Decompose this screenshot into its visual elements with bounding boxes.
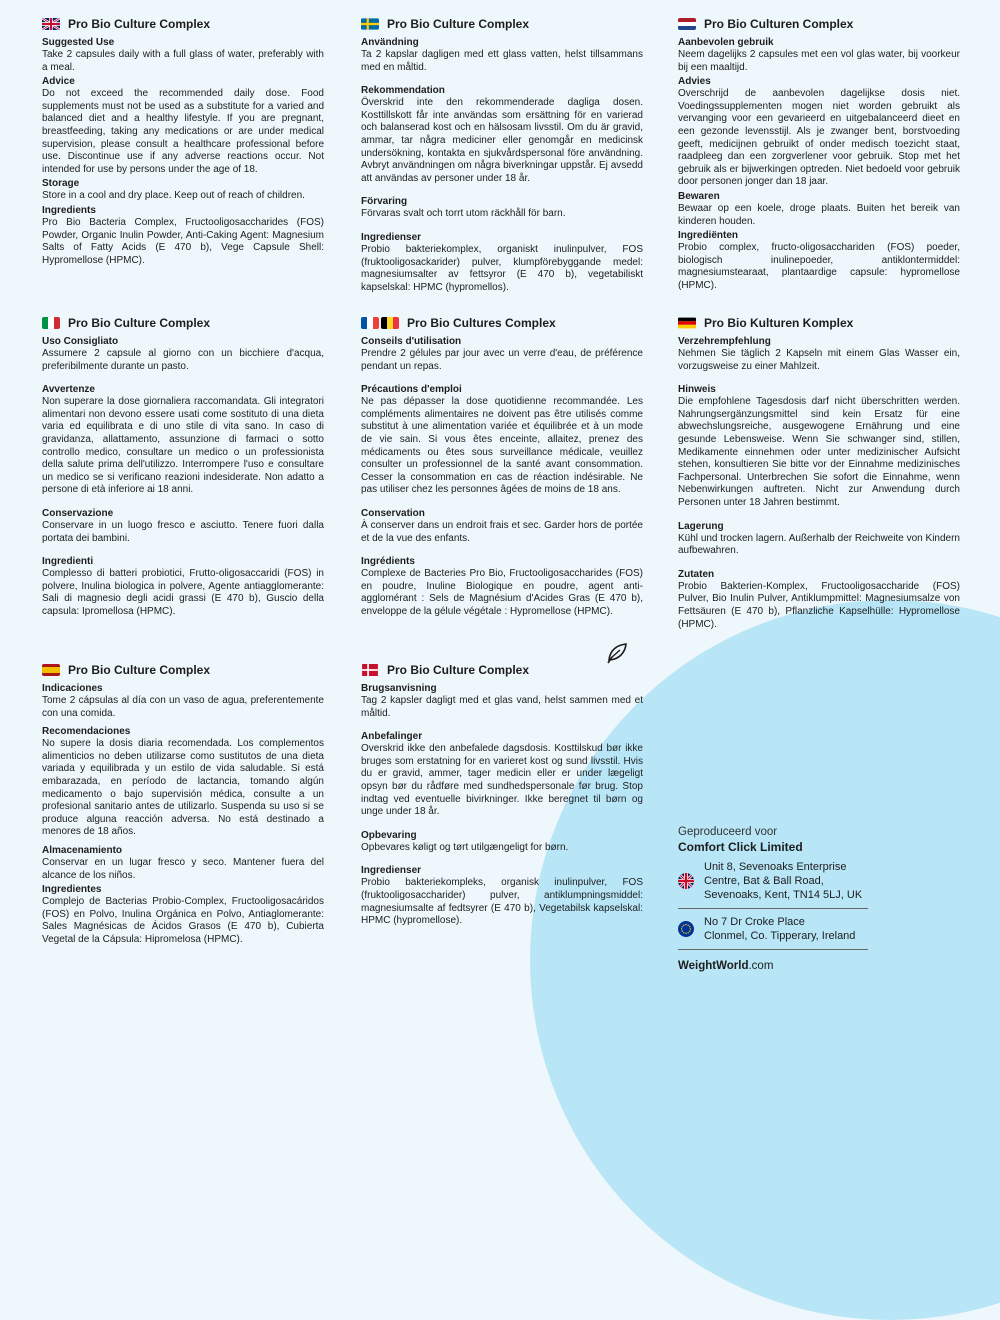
text-storage: Bewaar op een koele, droge plaats. Buiten het bereik van kinderen houden. (678, 202, 960, 227)
netherlands-flag-icon (678, 18, 696, 30)
ie-address-line: No 7 Dr Croke Place (704, 916, 805, 928)
brand-website[interactable] (678, 960, 918, 972)
ie-address-line: Clonmel, Co. Tipperary, Ireland (704, 930, 856, 942)
section-title: Pro Bio Culturen Complex (704, 17, 854, 31)
label-storage: Storage (42, 178, 80, 190)
vegan-leaf-icon (604, 640, 630, 666)
section-es (42, 663, 324, 949)
label-ingredients: Zutaten (678, 568, 715, 580)
text-storage: Förvaras svalt och torrt utom räckhåll för barn. (361, 208, 566, 220)
uk-address (704, 860, 862, 902)
text-storage: Kühl und trocken lagern. Außerhalb der Reichweite von Kindern aufbewahren. (678, 532, 960, 557)
text-precautions: Ne pas dépasser la dose quotidienne recommandée. Les compléments alimentaires ne doivent pas être utilisés comme substitut à une alimentation variée et équilibrée et à un mode de vie sain. Si vous êtes enceinte, allaitez, prenez des médicaments ou êtes sous surveillance médicale, veuillez consulter un professionnel de la santé avant consommation. Cesser la consommation en cas de réaction indésirable. Ne pas utiliser chez les personnes âgées de moins de 18 ans. (361, 396, 643, 496)
label-storage: Förvaring (361, 196, 408, 208)
label-advice: Rekommendation (361, 85, 445, 97)
uk-flag-icon (42, 18, 60, 30)
text-usage: Assumere 2 capsule al giorno con un bicchiere d'acqua, preferibilmente durante un pasto. (42, 348, 324, 372)
uk-address-line: Centre, Bat & Ball Road, (704, 875, 824, 887)
label-recommendations: Anbefalinger (361, 731, 423, 743)
manufacturer-info (678, 826, 918, 972)
text-suggested-use: Take 2 capsules daily with a full glass of water, preferably with a meal. (42, 49, 324, 73)
uk-address-line: Unit 8, Sevenoaks Enterprise (704, 861, 847, 873)
label-precautions: Précautions d'emploi (361, 384, 462, 396)
france-flag-icon (361, 317, 379, 329)
text-ingredients: Complexe de Bacteries Pro Bio, Fructooligosaccharides (FOS) en poudre, Inuline Biologique en poudre, agent anti-agglomérant : Sels de Magnésium d'Acides Gras (E 470 b), enveloppe de la gélule végétale : Hypromellose (HPMC). (361, 568, 643, 617)
label-usage: Indicaciones (42, 683, 103, 694)
label-advice: Hinweis (678, 384, 716, 396)
text-storage: À conserver dans un endroit frais et sec. Garder hors de portée et de la vue des enfants. (361, 519, 643, 544)
label-storage: Lagerung (678, 520, 724, 532)
text-storage: Conservar en un lugar fresco y seco. Mantener fuera del alcance de los niños. (42, 856, 324, 881)
section-title: Pro Bio Culture Complex (387, 17, 530, 31)
text-ingredients: Complejo de Bacterias Probio-Complex, Fructooligosacáridos (FOS) en Polvo, Inulina Orgánica en Polvo, Antiaglomerante: Sales Magnésicas de Ácidos Grasos (E 470 b), Cubierta Vegetal de la Cápsula: Hipromelosa (HPMC). (42, 896, 324, 945)
text-warnings: Non superare la dose giornaliera raccomandata. Gli integratori alimentari non devono essere usati come sostituto di una dieta varia ed equilibrata e di uno stile di vita sano. In caso di gravidanza, allattamento, assunzione di farmaci o sotto controllo medico, consultare un medico o un professionista della salute prima dell'utilizzo. Interrompere l'uso e consultare un medico se si verificano reazioni indesiderate. Non adatto a persone di età inferiore ai 18 anni. (42, 396, 324, 496)
section-sv (361, 17, 643, 296)
label-usage: Conseils d'utilisation (361, 336, 462, 347)
germany-flag-icon (678, 317, 696, 329)
uk-flag-icon (678, 873, 694, 889)
label-recommendations: Recomendaciones (42, 726, 131, 738)
label-storage: Almacenamiento (42, 844, 123, 856)
section-de (678, 316, 960, 633)
section-en (42, 17, 324, 269)
text-recommended-use: Neem dagelijks 2 capsules met een vol glas water, bij voorkeur bij een maaltijd. (678, 49, 960, 73)
spain-flag-icon (42, 664, 60, 676)
divider (678, 908, 868, 909)
belgium-flag-icon (381, 317, 399, 329)
text-advice: Överskrid inte den rekommenderade dagliga dosen. Kosttillskott får inte användas som ersättning för en varierad och balanserad kost och en hälsosam livsstil. Om du är gravid, ammar, tar några mediciner eller genomgår en medicinsk undersökning, kontakta en sjukvårdspersonal före användning. Avbryt användningen om några biverkningar uppstår. Ej avsedd att användas av personer under 18 år. (361, 97, 643, 184)
section-nl (678, 17, 960, 295)
sweden-flag-icon (361, 18, 379, 30)
label-ingredients: Ingrediënten (678, 230, 739, 242)
label-recommended-use: Aanbevolen gebruik (678, 37, 774, 48)
label-ingredients: Ingredienser (361, 865, 422, 877)
label-storage: Conservation (361, 507, 425, 519)
label-usage: Brugsanvisning (361, 683, 437, 694)
text-ingredients: Probio complex, fructo-oligosacchariden (FOS) poeder, biologisch inulinepoeder, antiklontermiddel: magnesiumstearaat, plantaardige capsule: hypromellose (HPMC). (678, 242, 960, 291)
text-usage: Nehmen Sie täglich 2 Kapseln mit einem Glas Wasser ein, vorzugsweise zu einer Mahlzeit. (678, 348, 960, 372)
section-title: Pro Bio Cultures Complex (407, 316, 556, 330)
text-ingredients: Complesso di batteri probiotici, Frutto-oligosaccaridi (FOS) in polvere, Inulina biologica in polvere, Agente antiagglomerante: Sali di magnesio degli acidi grassi (E 470 b), Guscio della capsula: Ipromellosa (HPMC). (42, 568, 324, 617)
label-suggested-use: Suggested Use (42, 37, 115, 48)
text-storage: Store in a cool and dry place. Keep out of reach of children. (42, 190, 305, 202)
text-usage: Prendre 2 gélules par jour avec un verre d'eau, de préférence pendant un repas. (361, 348, 643, 372)
section-title: Pro Bio Culture Complex (68, 17, 211, 31)
section-title: Pro Bio Kulturen Komplex (704, 316, 854, 330)
label-storage: Conservazione (42, 507, 114, 519)
denmark-flag-icon (361, 664, 379, 676)
brand-name: WeightWorld (678, 960, 749, 972)
uk-address-line: Sevenoaks, Kent, TN14 5LJ, UK (704, 889, 863, 901)
text-ingredients: Probio bakteriekomplex, organiskt inulinpulver, FOS (fruktooligosackarider) pulver, klumpförebyggande medel: magnesiumsalter av fettsyror (E 470 b), vegetabiliskt kapselskal: HPMC (hypromellos). (361, 243, 643, 293)
section-title: Pro Bio Culture Complex (68, 316, 211, 330)
label-ingredients: Ingredients (42, 204, 96, 216)
brand-domain: .com (748, 960, 774, 972)
section-fr (361, 316, 643, 621)
text-ingredients: Probio Bakterien-Komplex, Fructooligosaccharide (FOS) Pulver, Bio Inulin Pulver, Antiklumpmittel: Magnesiumsalze von Fettsäuren (E 470 b), Pflanzliche Kapselhülle: Hypromellose (HPMC). (678, 580, 960, 630)
divider (678, 949, 868, 950)
produced-for-label: Geproduceerd voor (678, 826, 778, 838)
text-ingredients: Probio bakteriekompleks, organisk inulinpulver, FOS (fruktooligosaccharider) pulver, antiklumpningsmiddel: magnesiumsalte af fedtsyrer (E 470 b), Vegetabilsk kapselskal: HPMC (hypromellose). (361, 877, 643, 927)
section-it (42, 316, 324, 621)
label-ingredients: Ingredientes (42, 884, 102, 896)
section-title: Pro Bio Culture Complex (387, 663, 530, 677)
text-advice: Die empfohlene Tagesdosis darf nicht überschritten werden. Nahrungsergänzungsmittel sind kein Ersatz für eine abwechslungsreiche, ausgewogene Ernährung und eine gesunde Lebensweise. Wenn Sie schwanger sind, stillen, Medikamente einnehmen oder unter medizinischer Aufsicht stehen, konsultieren Sie bitte vor der Einnahme medizinisches Fachpersonal. Unterbrechen Sie sofort die Einnahme, wenn Nebenwirkungen auftreten. Nicht zur Anwendung durch Personen unter 18 Jahren bestimmt. (678, 396, 960, 508)
text-usage: Tome 2 cápsulas al día con un vaso de agua, preferentemente con una comida. (42, 695, 324, 719)
italy-flag-icon (42, 317, 60, 329)
section-da (361, 663, 643, 930)
company-name: Comfort Click Limited (678, 840, 803, 854)
label-advice: Advies (678, 76, 711, 88)
label-warnings: Avvertenze (42, 384, 95, 396)
label-usage: Uso Consigliato (42, 336, 119, 347)
label-ingredients: Ingredienti (42, 556, 94, 568)
text-advice: Overschrijd de aanbevolen dagelijkse dosis niet. Voedingssupplementen mogen niet worden gebruikt als vervanging voor een gevarieerd en uitgebalanceerd dieet en een gezonde levensstijl. Als je zwanger bent, borstvoeding geeft, medicijnen gebruikt of onder medisch toezicht staat, raadpleeg dan een zorgverlener voor gebruik. Stop met het gebruik als er bijwerkingen optreden. Niet bedoeld voor gebruik door personen jonger dan 18 jaar. (678, 88, 960, 188)
text-usage: Ta 2 kapslar dagligen med ett glass vatten, helst tillsammans med en måltid. (361, 49, 643, 73)
text-storage: Conservare in un luogo fresco e asciutto. Tenere fuori dalla portata dei bambini. (42, 519, 324, 544)
text-ingredients: Pro Bio Bacteria Complex, Fructooligosaccharides (FOS) Powder, Organic Inulin Powder, Anti-Caking Agent: Magnesium Salts of Fatty Acids (E 470 b), Vege Capsule Shell: Hypromellose (HPMC). (42, 216, 324, 266)
label-ingredients: Ingrédients (361, 556, 415, 568)
section-title: Pro Bio Culture Complex (68, 663, 211, 677)
text-advice: Do not exceed the recommended daily dose. Food supplements must not be used as a substitute for a varied and balanced diet and a healthy lifestyle. If you are pregnant, breastfeeding, taking any medications or are under medical supervision, please consult a healthcare professional before use. Discontinue use if any adverse reactions occur. Not intended for use by persons under the age of 18. (42, 88, 324, 175)
label-storage: Bewaren (678, 190, 720, 202)
label-usage: Användning (361, 37, 419, 48)
text-recommendations: No supere la dosis diaria recomendada. Los complementos alimenticios no deben utilizarse como sustitutos de una dieta variada y equilibrada y un estilo de vida saludable. Si está embarazada, en período de lactancia, tomando algún medicamento o bajo supervisión médica, consulte a un profesional sanitario antes de utilizarlo. Suspenda su uso si se produce alguna reacción adversa. No está destinado a menores de 18 años. (42, 738, 324, 838)
text-storage: Opbevares køligt og tørt utilgængeligt for børn. (361, 841, 569, 853)
text-recommendations: Overskrid ikke den anbefalede dagsdosis. Kosttilskud bør ikke bruges som erstatning for en varieret kost og sund livsstil. Hvis du er gravid, ammer, tager medicin eller er under lægeligt opsyn bør du rådføre med sundhedspersonale før brug. Stop indtag ved eventuelle bivirkninger. Ikke beregnet til børn og unge under 18 år. (361, 743, 643, 818)
label-storage: Opbevaring (361, 829, 417, 841)
ie-address (704, 915, 855, 943)
label-advice: Advice (42, 76, 75, 88)
label-ingredients: Ingredienser (361, 231, 422, 243)
eu-flag-icon (678, 921, 694, 937)
text-usage: Tag 2 kapsler dagligt med et glas vand, helst sammen med et måltid. (361, 695, 643, 719)
label-usage: Verzehrempfehlung (678, 336, 771, 347)
